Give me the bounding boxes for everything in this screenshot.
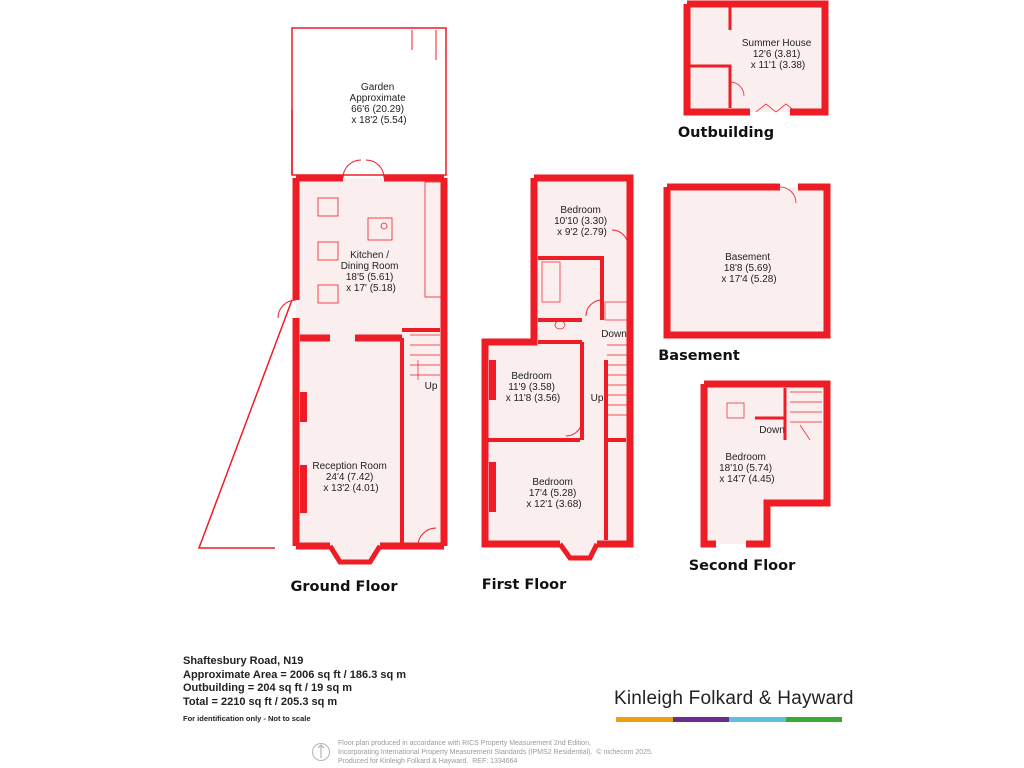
bedroom-top-label: Bedroom 18'10 (5.74) x 14'7 (4.45)	[719, 452, 775, 485]
footer-line-3-text: Produced for Kinleigh Folkard & Hayward.	[338, 758, 469, 765]
kitchen-label: Kitchen / Dining Room 18'5 (5.61) x 17' (5.18)	[340, 250, 399, 294]
brand-bar-orange	[616, 717, 673, 722]
address-text: Shaftesbury Road, N19	[183, 655, 304, 667]
reception-room-label: Reception Room 24'4 (7.42) x 13'2 (4.01)	[312, 461, 387, 494]
outbuilding-area-text: Outbuilding = 204 sq ft / 19 sq m	[183, 682, 353, 694]
total-area-text: Total = 2210 sq ft / 205.3 sq m	[183, 695, 338, 708]
ground-floor-title: Ground Floor	[290, 579, 398, 595]
identification-note: For identification only - Not to scale	[183, 714, 311, 723]
garden-label: Garden Approximate 66'6 (20.29) x 18'2 (5.54)	[349, 82, 407, 126]
first-stairs-down-label: Down	[601, 329, 627, 340]
brand-bar-green	[786, 717, 843, 722]
basement-title: Basement	[658, 348, 740, 364]
footer-text	[338, 739, 698, 766]
footer-line-3	[338, 757, 698, 766]
brand-color-bar	[616, 717, 842, 722]
brand-name: Kinleigh Folkard & Hayward	[614, 688, 854, 709]
basement-label: Basement 18'8 (5.69) x 17'4 (5.28)	[721, 252, 777, 285]
brand-bar-purple	[673, 717, 730, 722]
ground-stairs-up-label: Up	[424, 381, 438, 392]
footer-copyright: © nichecom 2025.	[596, 749, 653, 756]
approx-area-text: Approximate Area = 2006 sq ft / 186.3 sq m	[183, 668, 407, 681]
footer-line-2	[338, 748, 698, 757]
summer-house-label: Summer House 12'6 (3.81) x 11'1 (3.38)	[741, 38, 812, 71]
footer-ref: REF: 1334664	[472, 758, 518, 765]
bedroom-back-label: Bedroom 10'10 (3.30) x 9'2 (2.79)	[554, 205, 608, 238]
bedroom-mid-label: Bedroom 11'9 (3.58) x 11'8 (3.56)	[505, 371, 561, 404]
second-floor-title: Second Floor	[688, 558, 796, 574]
first-floor-title: First Floor	[481, 577, 567, 593]
first-stairs-up-label: Up	[590, 393, 604, 404]
footer-line-2-text: Incorporating International Property Measurement Standards (IPMS2 Residential).	[338, 749, 593, 756]
footer-line-1: Floor plan produced in accordance with RICS Property Measurement 2nd Edition,	[338, 740, 591, 747]
second-stairs-down-label: Down	[759, 425, 785, 436]
outbuilding-title: Outbuilding	[677, 125, 775, 141]
brand-bar-blue	[729, 717, 786, 722]
ground-floor-plan	[278, 160, 444, 562]
bedroom-front-label: Bedroom 17'4 (5.28) x 12'1 (3.68)	[526, 477, 582, 510]
property-info	[183, 655, 406, 726]
nichecom-logo-icon	[312, 740, 330, 764]
